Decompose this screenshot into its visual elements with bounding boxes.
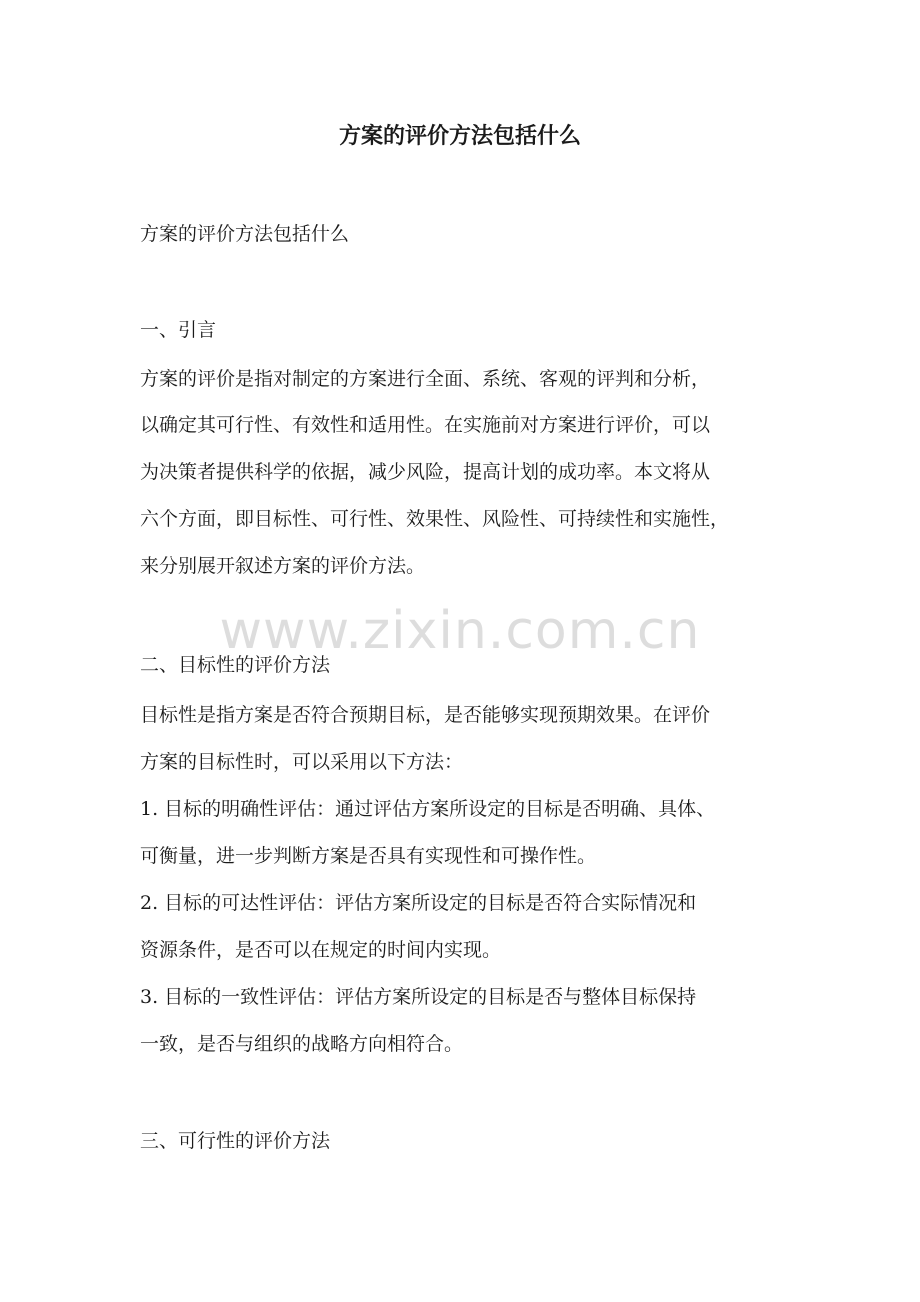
paragraph-line: 方案的评价是指对制定的方案进行全面、系统、客观的评判和分析， bbox=[140, 368, 711, 390]
list-item: 2. 目标的可达性评估：评估方案所设定的目标是否符合实际情况和 bbox=[140, 892, 697, 914]
section-heading-goal: 二、目标性的评价方法 bbox=[140, 654, 331, 676]
list-item-continued: 资源条件，是否可以在规定的时间内实现。 bbox=[140, 939, 502, 961]
list-item: 3. 目标的一致性评估：评估方案所设定的目标是否与整体目标保持 bbox=[140, 986, 697, 1008]
paragraph-line: 来分别展开叙述方案的评价方法。 bbox=[140, 555, 426, 577]
paragraph-line: 为决策者提供科学的依据，减少风险，提高计划的成功率。本文将从 bbox=[140, 461, 711, 483]
paragraph-line: 六个方面，即目标性、可行性、效果性、风险性、可持续性和实施性， bbox=[140, 508, 730, 530]
list-item-continued: 可衡量，进一步判断方案是否具有实现性和可操作性。 bbox=[140, 845, 597, 867]
document-title: 方案的评价方法包括什么 bbox=[338, 123, 581, 149]
section-heading-intro: 一、引言 bbox=[140, 319, 217, 341]
list-item-continued: 一致，是否与组织的战略方向相符合。 bbox=[140, 1033, 464, 1055]
document-subtitle: 方案的评价方法包括什么 bbox=[140, 223, 350, 245]
watermark: www.zixin.com.cn bbox=[219, 601, 701, 661]
paragraph-line: 目标性是指方案是否符合预期目标，是否能够实现预期效果。在评价 bbox=[140, 704, 711, 726]
section-heading-feasibility: 三、可行性的评价方法 bbox=[140, 1130, 331, 1152]
list-item: 1. 目标的明确性评估：通过评估方案所设定的目标是否明确、具体、 bbox=[140, 798, 716, 820]
paragraph-line: 以确定其可行性、有效性和适用性。在实施前对方案进行评价，可以 bbox=[140, 414, 711, 436]
paragraph-line: 方案的目标性时，可以采用以下方法： bbox=[140, 751, 464, 773]
